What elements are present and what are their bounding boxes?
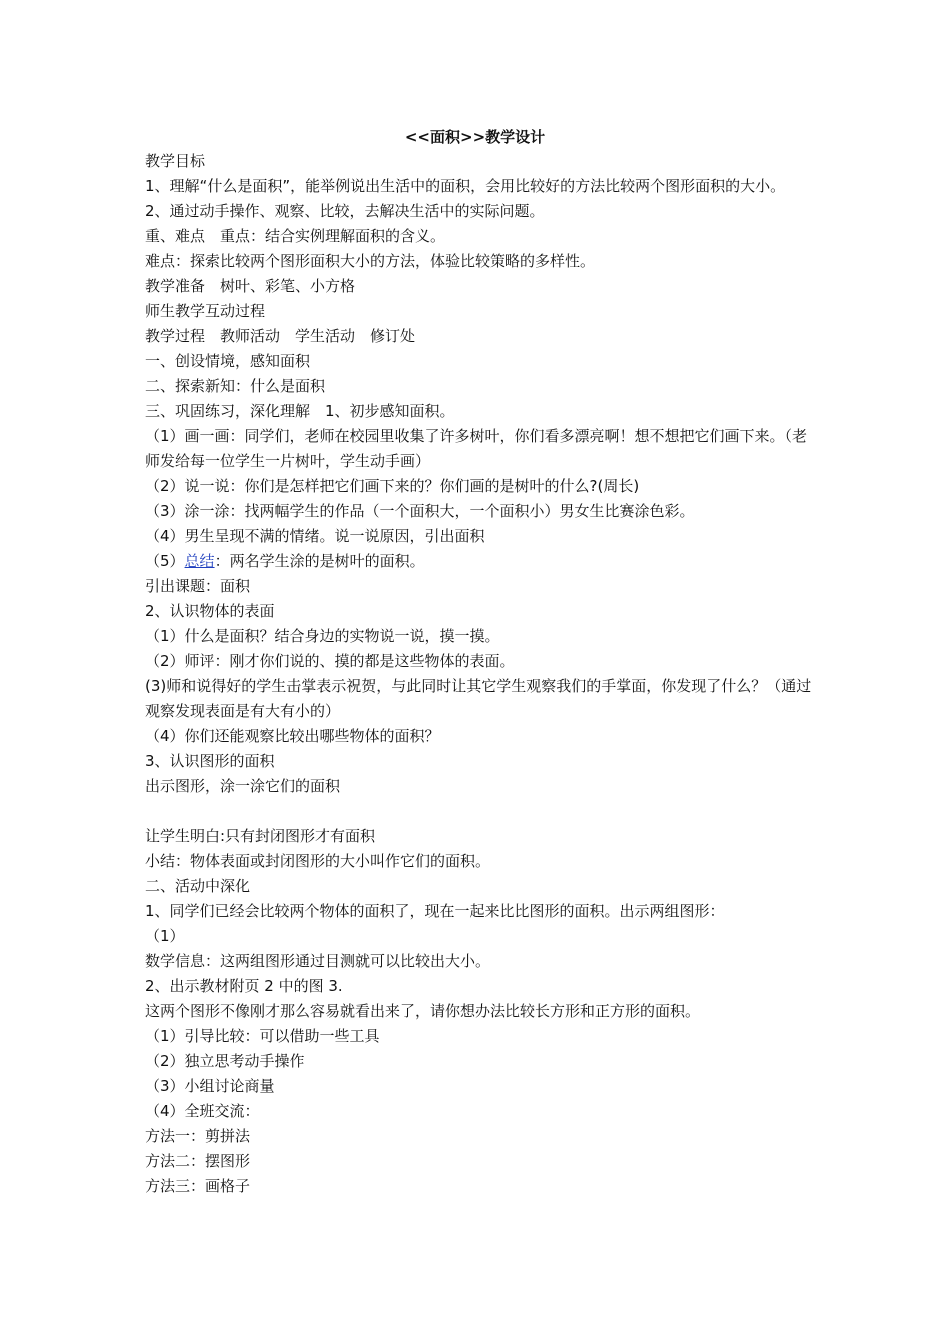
step-3-heading: 三、巩固练习，深化理解 1、初步感知面积。 <box>145 402 455 420</box>
activity-summary-suffix: ：两名学生涂的是树叶的面积。 <box>214 552 425 570</box>
objective-1: 1、理解“什么是面积”，能举例说出生活中的面积，会用比较好的方法比较两个图形面积的大小。 <box>145 177 786 195</box>
shape-area-instruction: 出示图形，涂一涂它们的面积 <box>145 777 341 795</box>
surface-item-4: （4）你们还能观察比较出哪些物体的面积？ <box>145 727 440 745</box>
method-1: 方法一：剪拼法 <box>145 1127 251 1145</box>
surface-heading: 2、认识物体的表面 <box>145 602 275 620</box>
difficult-point: 难点：探索比较两个图形面积大小的方法，体验比较策略的多样性。 <box>145 252 596 270</box>
class-share: （4）全班交流： <box>145 1102 260 1120</box>
shape-area-heading: 3、认识图形的面积 <box>145 752 275 770</box>
document-title: <<面积>>教学设计 <box>404 128 546 146</box>
activity-say: （2）说一说：你们是怎样把它们画下来的？你们画的是树叶的什么?(周长) <box>145 477 640 495</box>
deepen-heading: 二、活动中深化 <box>145 877 251 895</box>
math-info: 数学信息：这两组图形通过目测就可以比较出大小。 <box>145 952 491 970</box>
compare-intro: 1、同学们已经会比较两个物体的面积了，现在一起来比比图形的面积。出示两组图形： <box>145 902 725 920</box>
activity-color: （3）涂一涂：找两幅学生的作品（一个面积大，一个面积小）男女生比赛涂色彩。 <box>145 502 695 520</box>
guide-compare: （1）引导比较：可以借助一些工具 <box>145 1027 380 1045</box>
activity-summary <box>145 549 815 574</box>
activity-summary-prefix: （5） <box>145 552 185 570</box>
surface-item-1: （1）什么是面积？结合身边的实物说一说，摸一摸。 <box>145 627 500 645</box>
method-2: 方法二：摆图形 <box>145 1152 251 1170</box>
method-3: 方法三：画格子 <box>145 1177 251 1195</box>
independent-think: （2）独立思考动手操作 <box>145 1052 305 1070</box>
textbook-figure: 2、出示教材附页 2 中的图 3. <box>145 977 343 995</box>
surface-item-2: （2）师评：刚才你们说的、摸的都是这些物体的表面。 <box>145 652 515 670</box>
section-heading-interaction: 师生教学互动过程 <box>145 302 266 320</box>
summary-link[interactable]: 总结 <box>184 552 215 570</box>
teaching-preparation: 教学准备 树叶、彩笔、小方格 <box>145 277 356 295</box>
section-heading-objectives: 教学目标 <box>145 152 206 170</box>
key-point: 重、难点 重点：结合实例理解面积的含义。 <box>145 227 446 245</box>
blank-line <box>145 799 815 824</box>
activity-draw: （1）画一画：同学们，老师在校园里收集了许多树叶，你们看多漂亮啊！想不想把它们画下来。（老师发给每一位学生一片树叶，学生动手画） <box>145 427 808 470</box>
step-2-heading: 二、探索新知：什么是面积 <box>145 377 326 395</box>
closed-shape-note: 让学生明白:只有封闭图形才有面积 <box>145 827 376 845</box>
group-discuss: （3）小组讨论商量 <box>145 1077 275 1095</box>
topic-intro: 引出课题：面积 <box>145 577 251 595</box>
compare-item-1: （1） <box>145 927 185 945</box>
objective-2: 2、通过动手操作、观察、比较，去解决生活中的实际问题。 <box>145 202 545 220</box>
document-body <box>145 149 815 1199</box>
step-1-heading: 一、创设情境，感知面积 <box>145 352 311 370</box>
area-definition: 小结：物体表面或封闭图形的大小叫作它们的面积。 <box>145 852 491 870</box>
process-columns: 教学过程 教师活动 学生活动 修订处 <box>145 327 416 345</box>
surface-item-3: (3)师和说得好的学生击掌表示祝贺，与此同时让其它学生观察我们的手掌面，你发现了什么？（通过观察发现表面是有大有小的） <box>145 677 812 720</box>
compare-challenge: 这两个图形不像刚才那么容易就看出来了，请你想办法比较长方形和正方形的面积。 <box>145 1002 701 1020</box>
activity-boys: （4）男生呈现不满的情绪。说一说原因，引出面积 <box>145 527 485 545</box>
